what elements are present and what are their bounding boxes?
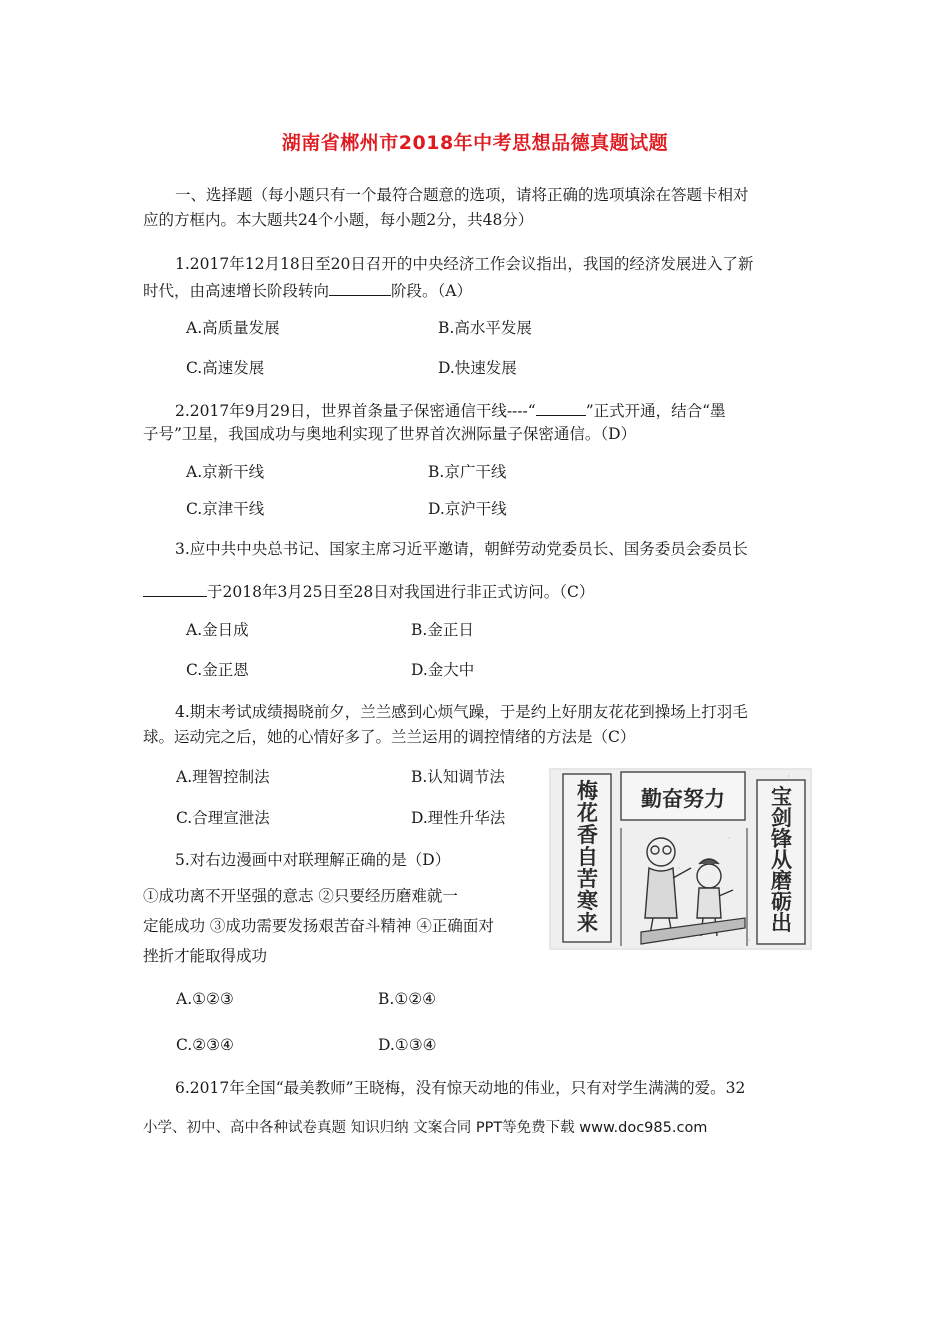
right-couplet-text-char: 出 [771,911,791,935]
q5-line1: 5.对右边漫画中对联理解正确的是（D） [175,851,451,869]
right-couplet-text-char: 锋 [771,827,791,851]
q3-line2-text: 于2018年3月25日至28日对我国进行非正式访问。（C） [207,583,595,601]
q4-option-a: A.理智控制法 [176,768,270,786]
q3-line2 [143,580,594,602]
answer-blank [536,399,586,416]
q3-option-b: B.金正日 [411,621,474,639]
q2-option-d: D.京沪干线 [428,500,507,518]
q4-option-c: C.合理宣泄法 [176,809,270,827]
q1-line1: 1.2017年12月18日至20日召开的中央经济工作会议指出，我国的经济发展进入了新 [175,255,754,273]
right-couplet-text-char: 剑 [771,806,791,830]
q4-line1: 4.期末考试成绩揭晓前夕，兰兰感到心烦气躁，于是约上好朋友花花到操场上打羽毛 [175,703,748,721]
right-couplet-text-char: 磨 [771,869,791,893]
q2-line1 [175,399,726,421]
footer-note: 小学、初中、高中各种试卷真题 知识归纳 文案合同 PPT等免费下载 www.doc985.com [143,1120,708,1136]
q4-option-b: B.认知调节法 [411,768,505,786]
q3-option-c: C.金正恩 [186,661,249,679]
q5-option-b: B.①②④ [378,990,437,1008]
section-intro-line1: 一、选择题（每小题只有一个最符合题意的选项，请将正确的选项填涂在答题卡相对 [175,186,749,204]
answer-blank [329,279,391,296]
q2-line2: 子号”卫星，我国成功与奥地利实现了世界首次洲际量子保密通信。（D） [143,425,637,443]
left-couplet-text-char: 来 [577,911,597,935]
q3-option-a: A.金日成 [186,621,249,639]
q3-option-d: D.金大中 [411,661,475,679]
left-couplet-text [576,779,598,935]
left-couplet-text-char: 香 [577,823,597,847]
q2-option-a: A.京新干线 [186,463,265,481]
q5-option-a: A.①②③ [176,990,234,1008]
right-couplet-text [770,785,792,935]
q3-line1: 3.应中共中央总书记、国家主席习近平邀请，朝鲜劳动党委员长、国务委员会委员长 [175,540,748,558]
q5-option-d: D.①③④ [378,1036,437,1054]
q1-line2-tail: 阶段。（A） [391,282,472,300]
right-couplet-text-char: 从 [771,848,791,872]
q4-option-d: D.理性升华法 [411,809,506,827]
q5-line2: ①成功离不开坚强的意志 ②只要经历磨难就一 [143,887,458,905]
q1-option-a: A.高质量发展 [186,319,280,337]
q1-line2 [143,279,472,301]
q2-option-b: B.京广干线 [428,463,507,481]
right-couplet-text-char: 宝 [771,785,791,809]
q1-option-b: B.高水平发展 [438,319,532,337]
q5-option-c: C.②③④ [176,1036,234,1054]
section-intro-line2: 应的方框内。本大题共24个小题，每小题2分，共48分） [143,211,534,229]
top-banner-text: 勤奋努力 [641,787,725,811]
q5-line4: 挫折才能取得成功 [143,947,268,965]
q2-option-c: C.京津干线 [186,500,265,518]
q1-line2-text: 时代，由高速增长阶段转向 [143,282,330,300]
q5-line3: 定能成功 ③成功需要发扬艰苦奋斗精神 ④正确面对 [143,917,494,935]
q4-line2: 球。运动完之后，她的心情好多了。兰兰运用的调控情绪的方法是（C） [143,728,636,746]
page-title: 湖南省郴州市2018年中考思想品德真题试题 [281,132,669,154]
q2-line1-tail: ”正式开通，结合“墨 [585,402,726,420]
left-couplet-text-char: 花 [577,801,597,825]
right-couplet-text-char: 砺 [771,890,791,914]
left-couplet-text-char: 自 [577,845,597,869]
q6-line1: 6.2017年全国“最美教师”王晓梅，没有惊天动地的伟业，只有对学生满满的爱。32 [175,1079,746,1097]
left-couplet-text-char: 寒 [577,889,597,913]
q1-option-c: C.高速发展 [186,359,265,377]
q2-line1-text: 2.2017年9月29日，世界首条量子保密通信干线----“ [175,402,536,420]
answer-blank [143,580,207,597]
left-couplet-text-char: 梅 [577,779,597,803]
cartoon-image [549,768,812,950]
left-couplet-text-char: 苦 [577,867,597,891]
q1-option-d: D.快速发展 [438,359,517,377]
